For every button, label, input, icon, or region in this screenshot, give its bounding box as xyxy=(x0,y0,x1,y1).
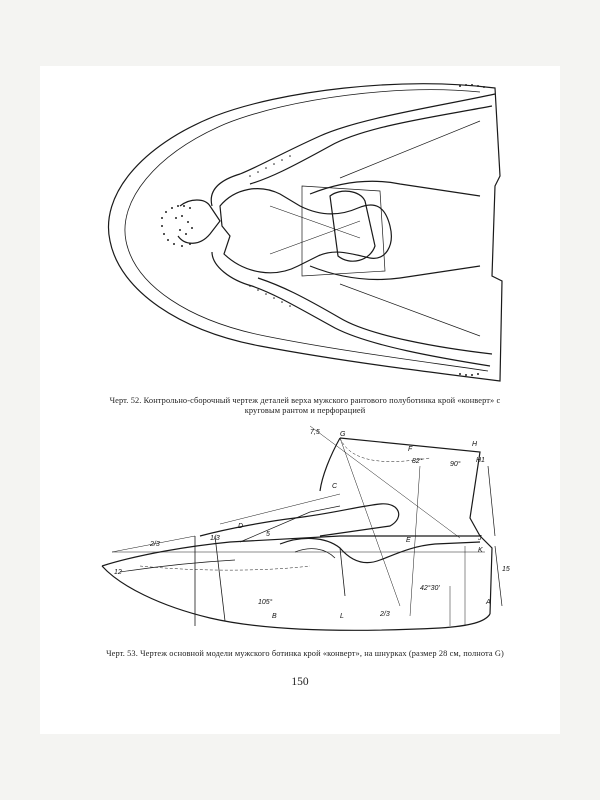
label-a: A xyxy=(486,599,491,606)
label-frac-1-3: 1/3 xyxy=(210,535,220,542)
label-b: B xyxy=(272,613,277,620)
label-angle-42: 42°30' xyxy=(420,585,440,592)
label-angle-105: 105° xyxy=(258,599,273,606)
label-d: D xyxy=(238,523,244,530)
figure-52-caption: Черт. 52. Контрольно-сборочный чертеж деталей верха мужского рантового полуботинка крой «конверт» с круговым рантом и перфорацией xyxy=(109,396,501,415)
label-frac-2-3-a: 2/3 xyxy=(150,541,160,548)
label-g: G xyxy=(340,431,346,438)
book-page xyxy=(40,66,560,734)
figure-53-caption: Черт. 53. Чертеж основной модели мужского ботинка крой «конверт», на шнурках (размер 28 см, полнота G) xyxy=(106,649,504,658)
label-angle-90: 90° xyxy=(450,461,461,468)
label-f: F xyxy=(408,446,413,453)
label-h: H xyxy=(472,441,478,448)
label-e: E xyxy=(406,537,411,544)
page-number: 150 xyxy=(291,676,309,688)
label-j: J xyxy=(478,535,482,542)
label-frac-2-3-b: 2/3 xyxy=(380,611,390,618)
figure-53-drawing xyxy=(40,66,560,651)
label-5: 5 xyxy=(266,531,270,538)
label-7-5: 7,5 xyxy=(310,429,320,436)
label-c: C xyxy=(332,483,338,490)
label-k: K xyxy=(478,547,483,554)
label-h1: H1 xyxy=(476,457,485,464)
label-l: L xyxy=(340,613,344,620)
label-15: 15 xyxy=(502,566,510,573)
label-12: 12 xyxy=(114,569,122,576)
label-angle-82: 82° xyxy=(412,458,423,465)
